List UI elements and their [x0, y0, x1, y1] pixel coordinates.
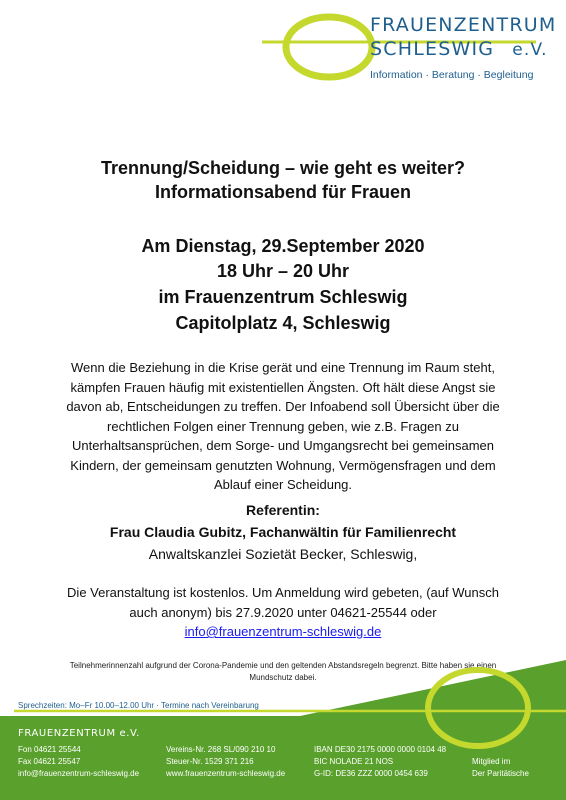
logo-org-suffix: e.V.: [512, 40, 548, 60]
event-subtitle: Informationsabend für Frauen: [154, 182, 412, 202]
footer-fax: Fax 04621 25547: [18, 757, 81, 766]
footer-bank: [314, 744, 446, 780]
event-description: Wenn die Beziehung in die Krise gerät und eine Trennung im Raum steht, kämpfen Frauen häufig mit existentiellen Ängsten. Oft hält diese Angst sie davon ab, Entscheidungen zu treffen. Der Infoabend soll Übersicht über die rechtlichen Folgen einer Trennung geben, wie z.B. Fragen zu Unterhaltsansprüchen, dem Sorge- und Umgangsrecht bei gemeinsamen Kindern, der gemeinsam genutzten Wohnung, Vermögensfragen und dem Ablauf einer Scheidung.: [66, 360, 500, 492]
footer-brand: FRAUENZENTRUM e.V.: [18, 728, 140, 739]
footer-member-org: Der Paritätische: [472, 769, 529, 778]
event-title: Trennung/Scheidung – wie geht es weiter?: [100, 158, 466, 178]
speaker-firm: Anwaltskanzlei Sozietät Becker, Schleswig,: [148, 546, 418, 562]
logo-tagline: Information · Beratung · Begleitung: [370, 69, 534, 81]
footer-registry: [166, 744, 285, 780]
speaker-label: Referentin:: [246, 502, 320, 518]
logo: [370, 14, 556, 81]
event-time: 18 Uhr – 20 Uhr: [216, 261, 350, 281]
event-venue: im Frauenzentrum Schleswig: [158, 287, 408, 307]
logo-ring: [286, 17, 372, 77]
logo-org-name: SCHLESWIG: [370, 38, 495, 60]
footer-association-no: Vereins-Nr. 268 SL/090 210 10: [166, 745, 276, 754]
registration-text: Die Veranstaltung ist kostenlos. Um Anmeldung wird gebeten, (auf Wunsch auch anonym) bis 27.9.2020 unter 04621-25544 oder: [67, 585, 499, 620]
logo-org-line2: [370, 38, 556, 61]
footer-iban: IBAN DE30 2175 0000 0000 0104 48: [314, 745, 447, 754]
footer-contact: [18, 744, 139, 780]
speaker-name: Frau Claudia Gubitz, Fachanwältin für Familienrecht: [109, 524, 457, 540]
footer-gid: G-ID: DE36 ZZZ 0000 0454 639: [314, 769, 428, 778]
footer-website[interactable]: www.frauenzentrum-schleswig.de: [166, 769, 286, 778]
footer-membership: [472, 756, 529, 780]
registration-email-link[interactable]: info@frauenzentrum-schleswig.de: [184, 624, 382, 639]
logo-org-line1: FRAUENZENTRUM: [370, 14, 557, 36]
footer-email[interactable]: info@frauenzentrum-schleswig.de: [18, 769, 140, 778]
corona-note: Teilnehmerinnenzahl aufgrund der Corona-Pandemie und den geltenden Abstandsregeln begrenzt. Bitte haben sie einen Mundschutz dabei.: [69, 661, 497, 682]
office-hours: Sprechzeiten: Mo–Fr 10.00–12.00 Uhr · Termine nach Vereinbarung: [18, 701, 259, 710]
footer-phone: Fon 04621 25544: [18, 745, 81, 754]
event-date: Am Dienstag, 29.September 2020: [141, 236, 425, 256]
footer-bic: BIC NOLADE 21 NOS: [314, 757, 394, 766]
event-address: Capitolplatz 4, Schleswig: [175, 313, 391, 333]
footer-tax-no: Steuer-Nr. 1529 371 216: [166, 757, 254, 766]
footer-member-label: Mitglied im: [472, 757, 511, 766]
